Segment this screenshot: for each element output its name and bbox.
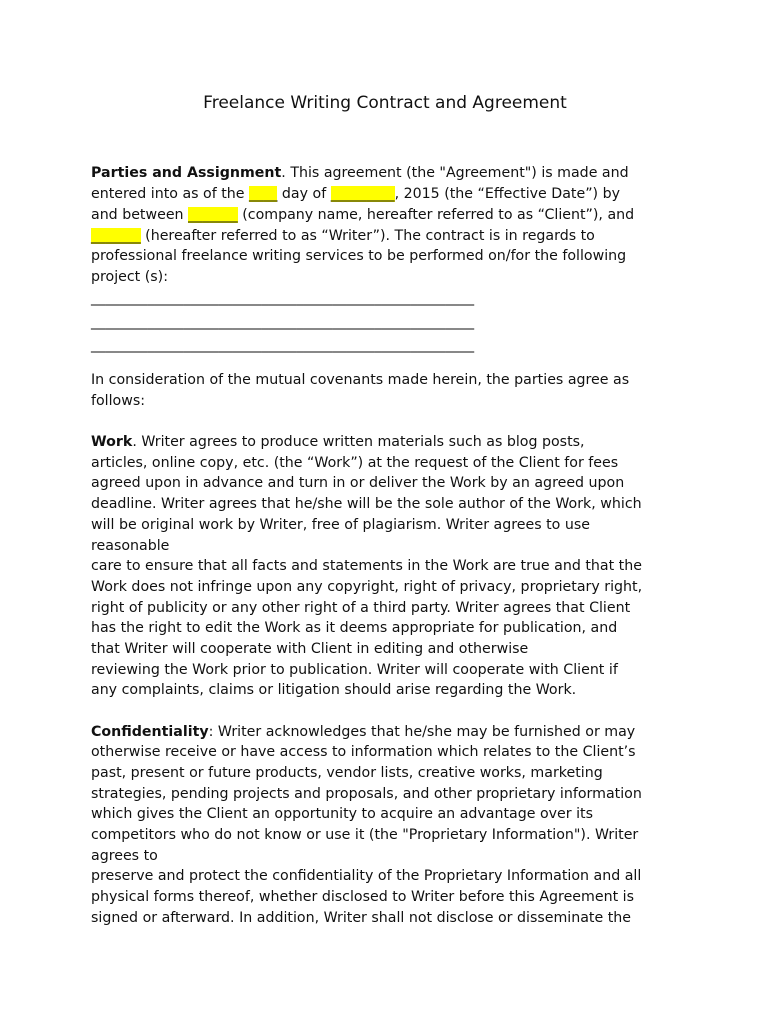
work-line: care to ensure that all facts and statements in the Work are true and that the — [91, 558, 642, 574]
consideration-line-1: In consideration of the mutual covenants made herein, the parties agree as — [91, 372, 630, 388]
work-line: has the right to edit the Work as it deems appropriate for publication, and — [91, 620, 618, 636]
project-blank-line: ______________________________________________________ — [91, 337, 475, 353]
project-blank-line: ______________________________________________________ — [91, 290, 475, 306]
confidentiality-line: competitors who do not know or use it (the "Proprietary Information"). Writer — [91, 827, 639, 843]
project-blank-line: ______________________________________________________ — [91, 314, 475, 330]
work-line: agreed upon in advance and turn in or deliver the Work by an agreed upon — [91, 475, 625, 491]
day-blank: ____ — [249, 186, 278, 202]
work-line: any complaints, claims or litigation should arise regarding the Work. — [91, 682, 577, 698]
confidentiality-line: signed or afterward. In addition, Writer shall not disclose or disseminate the — [91, 910, 632, 926]
confidentiality-line: otherwise receive or have access to information which relates to the Client’s — [91, 744, 636, 760]
work-line: deadline. Writer agrees that he/she will be the sole author of the Work, which — [91, 496, 642, 512]
month-blank: _________ — [330, 186, 395, 202]
confidentiality-line: agrees to — [91, 848, 158, 864]
document-title: Freelance Writing Contract and Agreement — [203, 93, 567, 113]
confidentiality-line: Confidentiality: Writer acknowledges that he/she may be furnished or may — [91, 724, 636, 740]
work-line: reasonable — [91, 538, 170, 554]
confidentiality-line: past, present or future products, vendor lists, creative works, marketing — [91, 765, 603, 781]
work-line: that Writer will cooperate with Client in editing and otherwise — [91, 641, 529, 657]
parties-line-5: professional freelance writing services to be performed on/for the following — [91, 248, 627, 264]
confidentiality-line: strategies, pending projects and proposals, and other proprietary information — [91, 786, 642, 802]
work-line: right of publicity or any other right of a third party. Writer agrees that Client — [91, 600, 631, 616]
confidentiality-line: physical forms thereof, whether disclosed to Writer before this Agreement is — [91, 889, 634, 905]
parties-line-1: Parties and Assignment. This agreement (the "Agreement") is made and — [91, 165, 629, 181]
parties-line-2: entered into as of the ____ day of _________, 2015 (the “Effective Date”) by — [91, 186, 621, 202]
work-line: reviewing the Work prior to publication. Writer will cooperate with Client if — [91, 662, 618, 678]
confidentiality-line: which gives the Client an opportunity to acquire an advantage over its — [91, 806, 594, 822]
confidentiality-heading: Confidentiality — [91, 724, 209, 740]
work-line: Work. Writer agrees to produce written materials such as blog posts, — [91, 434, 585, 450]
confidentiality-line: preserve and protect the confidentiality of the Proprietary Information and all — [91, 868, 642, 884]
writer-name-blank: _______ — [91, 228, 141, 244]
parties-heading: Parties and Assignment — [91, 165, 282, 181]
work-heading: Work — [91, 434, 133, 450]
work-line: articles, online copy, etc. (the “Work”) at the request of the Client for fees — [91, 455, 619, 471]
company-name-blank: _______ — [188, 207, 238, 223]
consideration-line-2: follows: — [91, 393, 146, 409]
work-line: Work does not infringe upon any copyright, right of privacy, proprietary right, — [91, 579, 643, 595]
parties-line-4: _______ (hereafter referred to as “Writer”). The contract is in regards to — [91, 228, 595, 244]
parties-line-3: and between _______ (company name, hereafter referred to as “Client”), and — [91, 207, 635, 223]
parties-line-6: project (s): — [91, 269, 168, 285]
work-line: will be original work by Writer, free of plagiarism. Writer agrees to use — [91, 517, 590, 533]
